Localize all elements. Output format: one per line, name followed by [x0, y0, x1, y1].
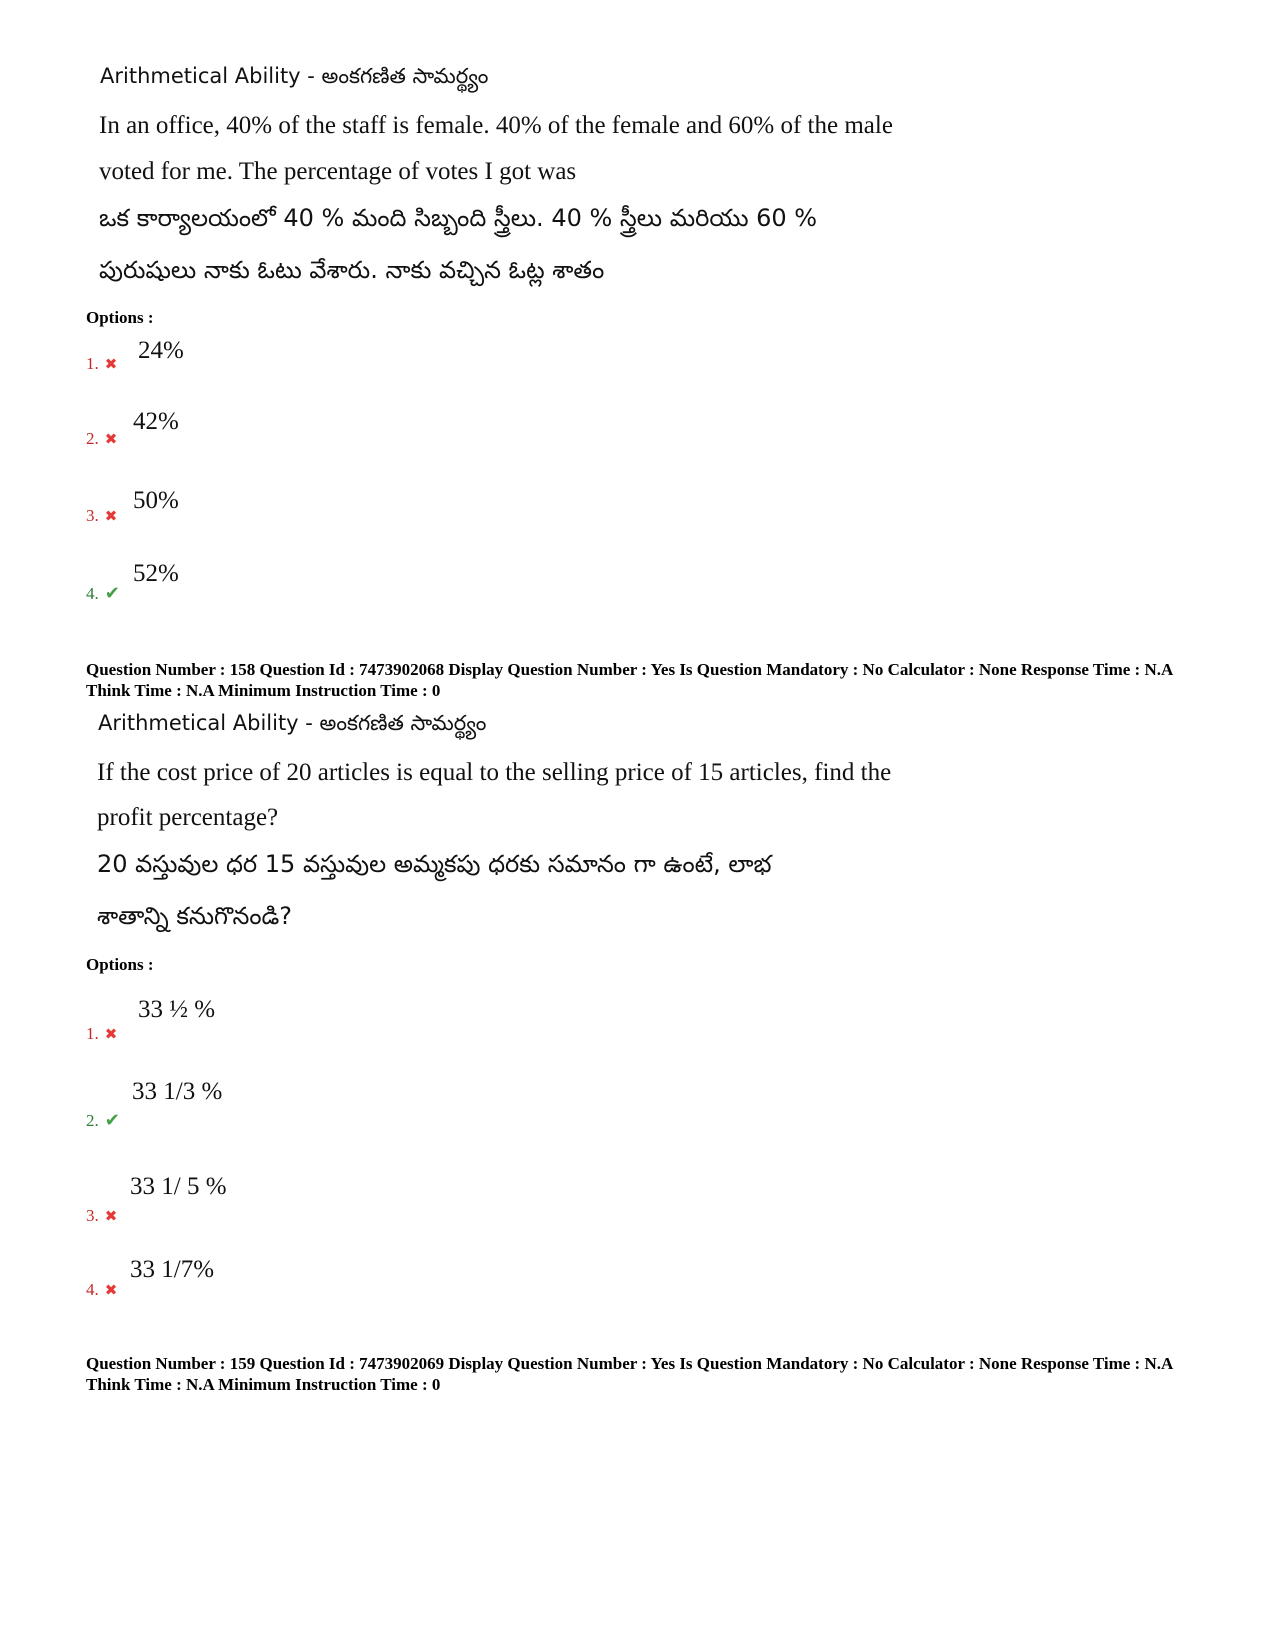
cross-icon: ✖	[104, 1209, 118, 1225]
option-number: 2.	[86, 1111, 99, 1130]
option-number: 4.	[86, 584, 99, 603]
check-icon: ✔	[104, 583, 120, 603]
option-value: 33 1/7%	[130, 1256, 215, 1283]
option-value: 50%	[133, 487, 179, 514]
q157-english-line-1: In an office, 40% of the staff is female. 40% of the female and 60% of the male	[99, 112, 893, 139]
q157-telugu-line-2: పురుషులు నాకు ఓటు వేశారు. నాకు వచ్చిన ఓట్ల శాతం	[99, 256, 605, 284]
q157-english-line-2: voted for me. The percentage of votes I got was	[99, 158, 577, 185]
cross-icon: ✖	[104, 509, 118, 525]
option-number: 4.	[86, 1280, 99, 1299]
q158-english-line-2: profit percentage?	[97, 804, 279, 831]
option-value: 42%	[133, 408, 179, 435]
check-icon: ✔	[104, 1110, 120, 1130]
option-value: 24%	[138, 337, 184, 364]
q158-telugu-line-1: 20 వస్తువుల ధర 15 వస్తువుల అమ్మకపు ధరకు సమానం గా ఉంటే, లాభ	[97, 850, 772, 878]
option-value: 33 1/3 %	[132, 1078, 223, 1105]
cross-icon: ✖	[104, 1027, 118, 1043]
q158-english-line-1: If the cost price of 20 articles is equal to the selling price of 15 articles, find the	[97, 759, 892, 786]
option-number: 1.	[86, 1024, 99, 1043]
cross-icon: ✖	[104, 432, 118, 448]
option-number: 1.	[86, 354, 99, 373]
q159-meta: Question Number : 159 Question Id : 7473902069 Display Question Number : Yes Is Question Mandatory : No Calculator : None Response Time : N.A Think Time : N.A Minimum Instruction Time : 0	[86, 1354, 1173, 1394]
option-value: 33 1/ 5 %	[130, 1173, 227, 1200]
option-value: 52%	[133, 560, 179, 587]
q157-subject: Arithmetical Ability - అంకగణిత సామర్థ్యం	[100, 64, 489, 88]
q158-telugu-line-2: శాతాన్ని కనుగొనండి?	[97, 902, 293, 930]
option-number: 3.	[86, 506, 99, 525]
q158-meta: Question Number : 158 Question Id : 7473902068 Display Question Number : Yes Is Question Mandatory : No Calculator : None Response Time : N.A Think Time : N.A Minimum Instruction Time : 0	[86, 660, 1173, 700]
option-number: 3.	[86, 1206, 99, 1225]
q157-telugu-line-1: ఒక కార్యాలయంలో 40 % మంది సిబ్బంది స్త్రీలు. 40 % స్త్రీలు మరియు 60 %	[99, 204, 818, 232]
cross-icon: ✖	[104, 357, 118, 373]
q158-options-label: Options :	[86, 955, 154, 974]
q158-subject: Arithmetical Ability - అంకగణిత సామర్థ్యం	[98, 711, 487, 735]
cross-icon: ✖	[104, 1283, 118, 1299]
q157-options-label: Options :	[86, 308, 154, 327]
option-value: 33 ½ %	[138, 996, 216, 1023]
option-number: 2.	[86, 429, 99, 448]
